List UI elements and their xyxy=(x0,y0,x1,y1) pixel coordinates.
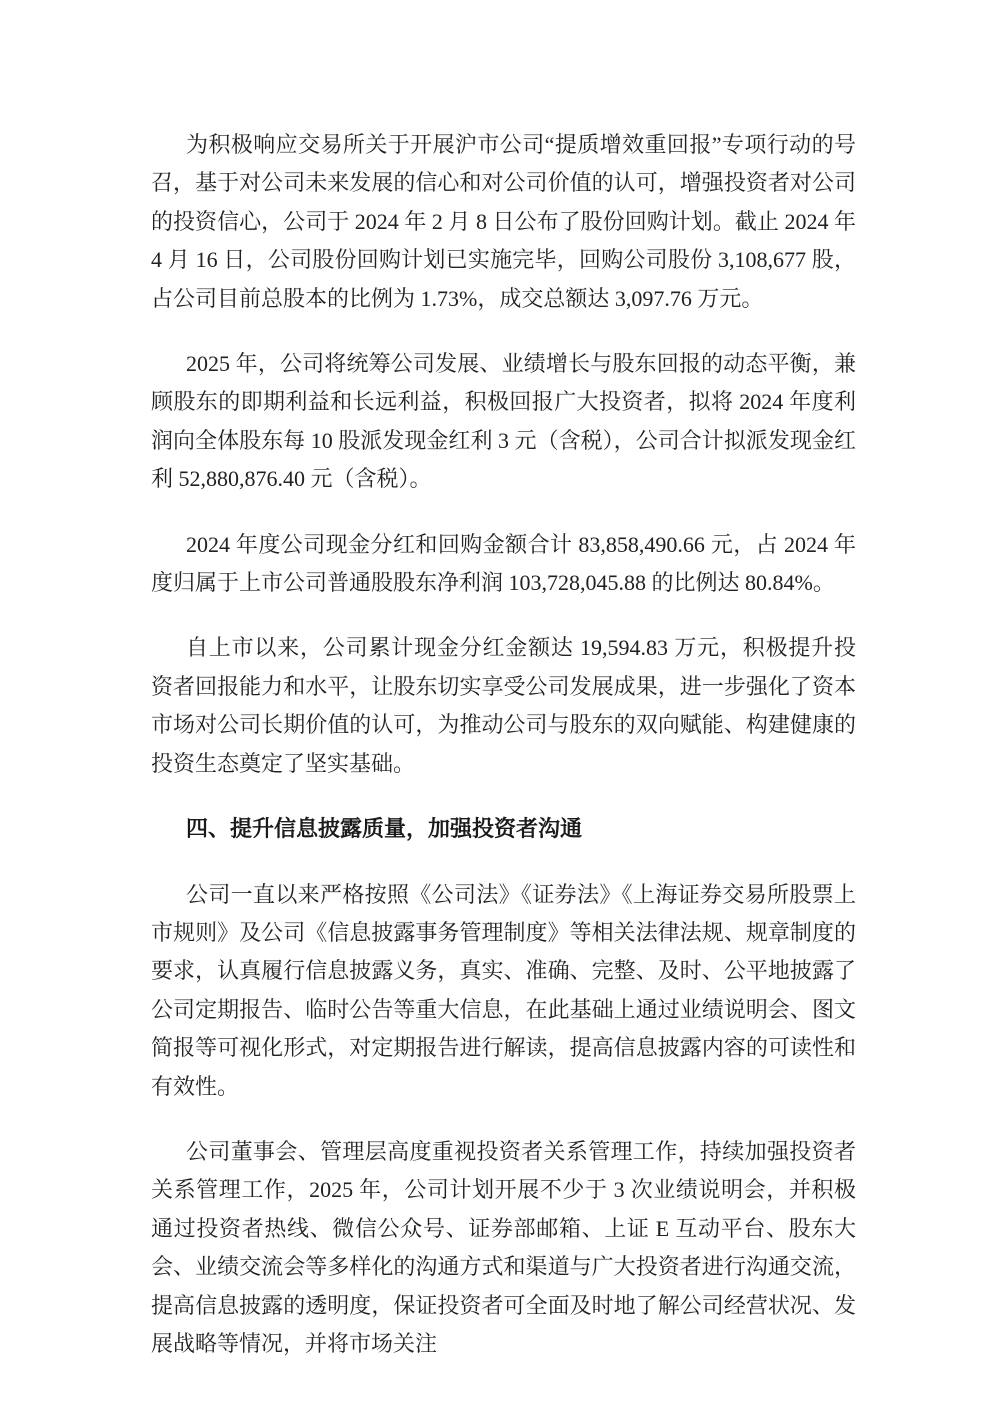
paragraph-information-disclosure: 公司一直以来严格按照《公司法》《证券法》《上海证券交易所股票上市规则》及公司《信息披露事务管理制度》等相关法律法规、规章制度的要求，认真履行信息披露义务，真实、准确、完整、及时、公平地披露了公司定期报告、临时公告等重大信息，在此基础上通过业绩说明会、图文简报等可视化形式，对定期报告进行解读，提高信息披露内容的可读性和有效性。 xyxy=(151,881,856,1099)
paragraph-2025-dividend-plan: 2025 年，公司将统筹公司发展、业绩增长与股东回报的动态平衡，兼顾股东的即期利益和长远利益，积极回报广大投资者，拟将 2024 年度利润向全体股东每 10 股派发现金红利 3 元（含税），公司合计拟派发现金红利 52,880,876.40 元（含税）。 xyxy=(151,351,856,492)
section-heading-disclosure-quality: 四、提升信息披露质量，加强投资者沟通 xyxy=(186,816,583,842)
paragraph-2024-cash-return-total: 2024 年度公司现金分红和回购金额合计 83,858,490.66 元，占 2024 年度归属于上市公司普通股股东净利润 103,728,045.88 的比例达 80.84%。 xyxy=(151,531,856,596)
document-body xyxy=(151,126,856,1363)
paragraph-investor-relations: 公司董事会、管理层高度重视投资者关系管理工作，持续加强投资者关系管理工作，2025 年，公司计划开展不少于 3 次业绩说明会，并积极通过投资者热线、微信公众号、证券部邮箱、上证 E 互动平台、股东大会、业绩交流会等多样化的沟通方式和渠道与广大投资者进行沟通交流，提高信息披露的透明度，保证投资者可全面及时地了解公司经营状况、发展战略等情况，并将市场关注 xyxy=(151,1138,856,1356)
paragraph-share-repurchase: 为积极响应交易所关于开展沪市公司“提质增效重回报”专项行动的号召，基于对公司未来发展的信心和对公司价值的认可，增强投资者对公司的投资信心，公司于 2024 年 2 月 8 日公布了股份回购计划。截止 2024 年 4 月 16 日，公司股份回购计划已实施完毕，回购公司股份 3,108,677 股，占公司目前总股本的比例为 1.73%，成交总额达 3,097.76 万元。 xyxy=(151,132,856,311)
paragraph-cumulative-dividends: 自上市以来，公司累计现金分红金额达 19,594.83 万元，积极提升投资者回报能力和水平，让股东切实享受公司发展成果，进一步强化了资本市场对公司长期价值的认可，为推动公司与股东的双向赋能、构建健康的投资生态奠定了坚实基础。 xyxy=(151,635,856,776)
